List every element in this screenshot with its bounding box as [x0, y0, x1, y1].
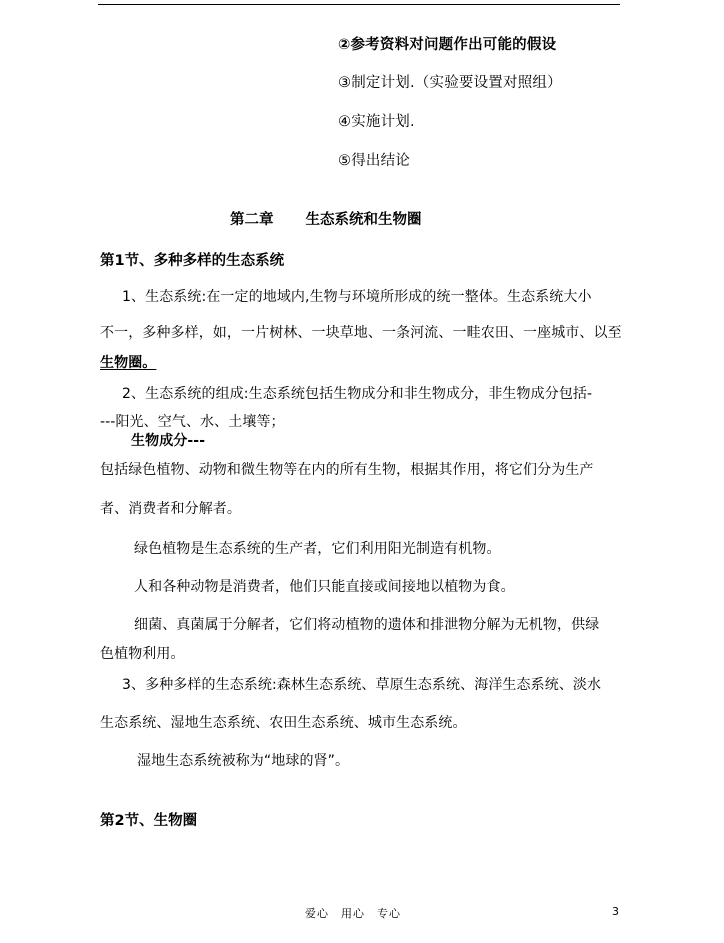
- para2-line1: 2、生态系统的组成:生态系统包括生物成分和非生物成分，非生物成分包括-: [122, 386, 593, 402]
- chapter-heading: [230, 208, 422, 229]
- para3-line2: 生态系统、湿地生态系统、农田生态系统、城市生态系统。: [100, 715, 467, 731]
- consumer-line: 人和各种动物是消费者，他们只能直接或间接地以植物为食。: [134, 579, 515, 595]
- chapter-number: 第二章: [230, 212, 274, 228]
- section-1-title: 第1节、多种多样的生态系统: [100, 253, 285, 269]
- chapter-title: 生态系统和生物圈: [305, 212, 422, 228]
- para3-line1: 3、多种多样的生态系统:森林生态系统、草原生态系统、海洋生态系统、淡水: [122, 677, 602, 693]
- producer-line: 绿色植物是生态系统的生产者，它们利用阳光制造有机物。: [134, 541, 501, 557]
- step-3: ③制定计划.（实验要设置对照组）: [338, 75, 562, 91]
- footer-motto: 爱心 用心 专心: [305, 907, 401, 920]
- wetland-line: 湿地生态系统被称为“地球的肾”。: [137, 753, 350, 769]
- para1-line3: 生物圈。: [100, 355, 157, 371]
- decomposer-line1: 细菌、真菌属于分解者，它们将动植物的遗体和排泄物分解为无机物，供绿: [134, 617, 600, 633]
- decomposer-line2: 色植物利用。: [100, 646, 185, 662]
- para1-line1: 1、生态系统:在一定的地域内,生物与环境所形成的统一整体。生态系统大小: [122, 289, 592, 305]
- page-number: 3: [612, 905, 619, 918]
- para2-line2: ---阳光、空气、水、土壤等；: [100, 414, 285, 430]
- para1-line2: 不一，多种多样，如，一片树林、一块草地、一条河流、一畦农田、一座城市、以至: [100, 325, 622, 341]
- para2-line3: 生物成分---: [131, 433, 206, 449]
- step-5: ⑤得出结论: [338, 153, 410, 169]
- step-2: ②参考资料对问题作出可能的假设: [338, 37, 557, 53]
- header-rule: [98, 4, 620, 5]
- section-2-title: 第2节、生物圈: [100, 813, 198, 829]
- step-4: ④实施计划.: [338, 114, 415, 130]
- para2-line4: 包括绿色植物、动物和微生物等在内的所有生物，根据其作用，将它们分为生产: [100, 462, 594, 478]
- para2-line5: 者、消费者和分解者。: [100, 501, 241, 517]
